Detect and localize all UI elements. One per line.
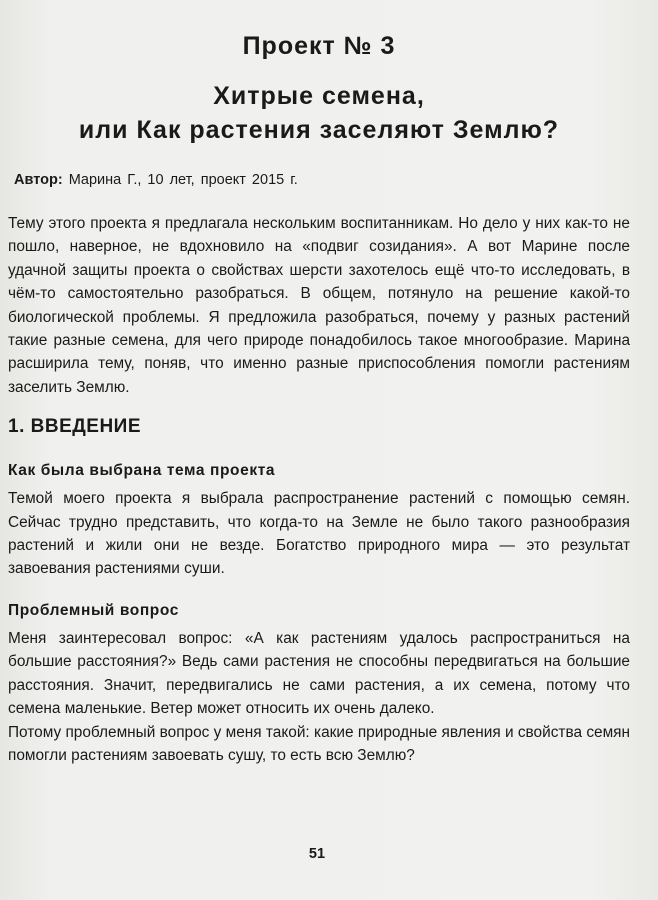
topic-choice-paragraph: Темой моего проекта я выбрала распространение растений с помощью семян. Сейчас трудно представить, что когда-то на Земле не было такого разнообразия растений и жили они не везде. Богатство природного мира — это результат завоевания растениями суши. [8,490,630,578]
author-line [14,169,630,191]
project-title-line-1: Хитрые семена, [213,82,425,110]
author-value: Марина Г., 10 лет, проект 2015 г. [68,172,298,188]
intro-paragraph: Тему этого проекта я предлагала нескольким воспитанникам. Но дело у них как-то не пошло, наверное, не вдохновило на «подвиг созидания». А вот Марине после удачной защиты проекта о свойствах шерсти захотелось ещё что-то исследовать, в чём-то самостоятельно разобраться. В общем, потянуло на решение какой-то биологической проблемы. Я предложила разобраться, почему у разных растений такие разные семена, для чего природе понадобилось такое многообразие. Марина расширила тему, поняв, что именно разные приспособления помогли растениям заселить Землю. [8,215,630,396]
subheading-topic-choice: Как была выбрана тема проекта [8,462,276,480]
problem-question-paragraph-2: Потому проблемный вопрос у меня такой: какие природные явления и свойства семян помогли растениям завоевать сушу, то есть всю Землю? [8,723,630,764]
problem-question-paragraph-1: Меня заинтересовал вопрос: «А как растениям удалось распространиться на большие расстояния?» Ведь сами растения не способны передвигаться на большие расстояния. Значит, передвигались не сами растения, а их семена, потому что семена маленькие. Ветер может относить их очень далеко. [8,629,630,718]
page-number: 51 [308,846,326,862]
subheading-problem-question: Проблемный вопрос [8,601,179,619]
project-title [8,79,630,147]
project-title-line-2: или Как растения заселяют Землю? [78,116,560,144]
page-content [8,28,630,767]
section-heading-introduction: 1. ВВЕДЕНИЕ [8,416,141,438]
project-label: Проект № 3 [242,32,396,60]
author-label: Автор: [14,172,63,188]
